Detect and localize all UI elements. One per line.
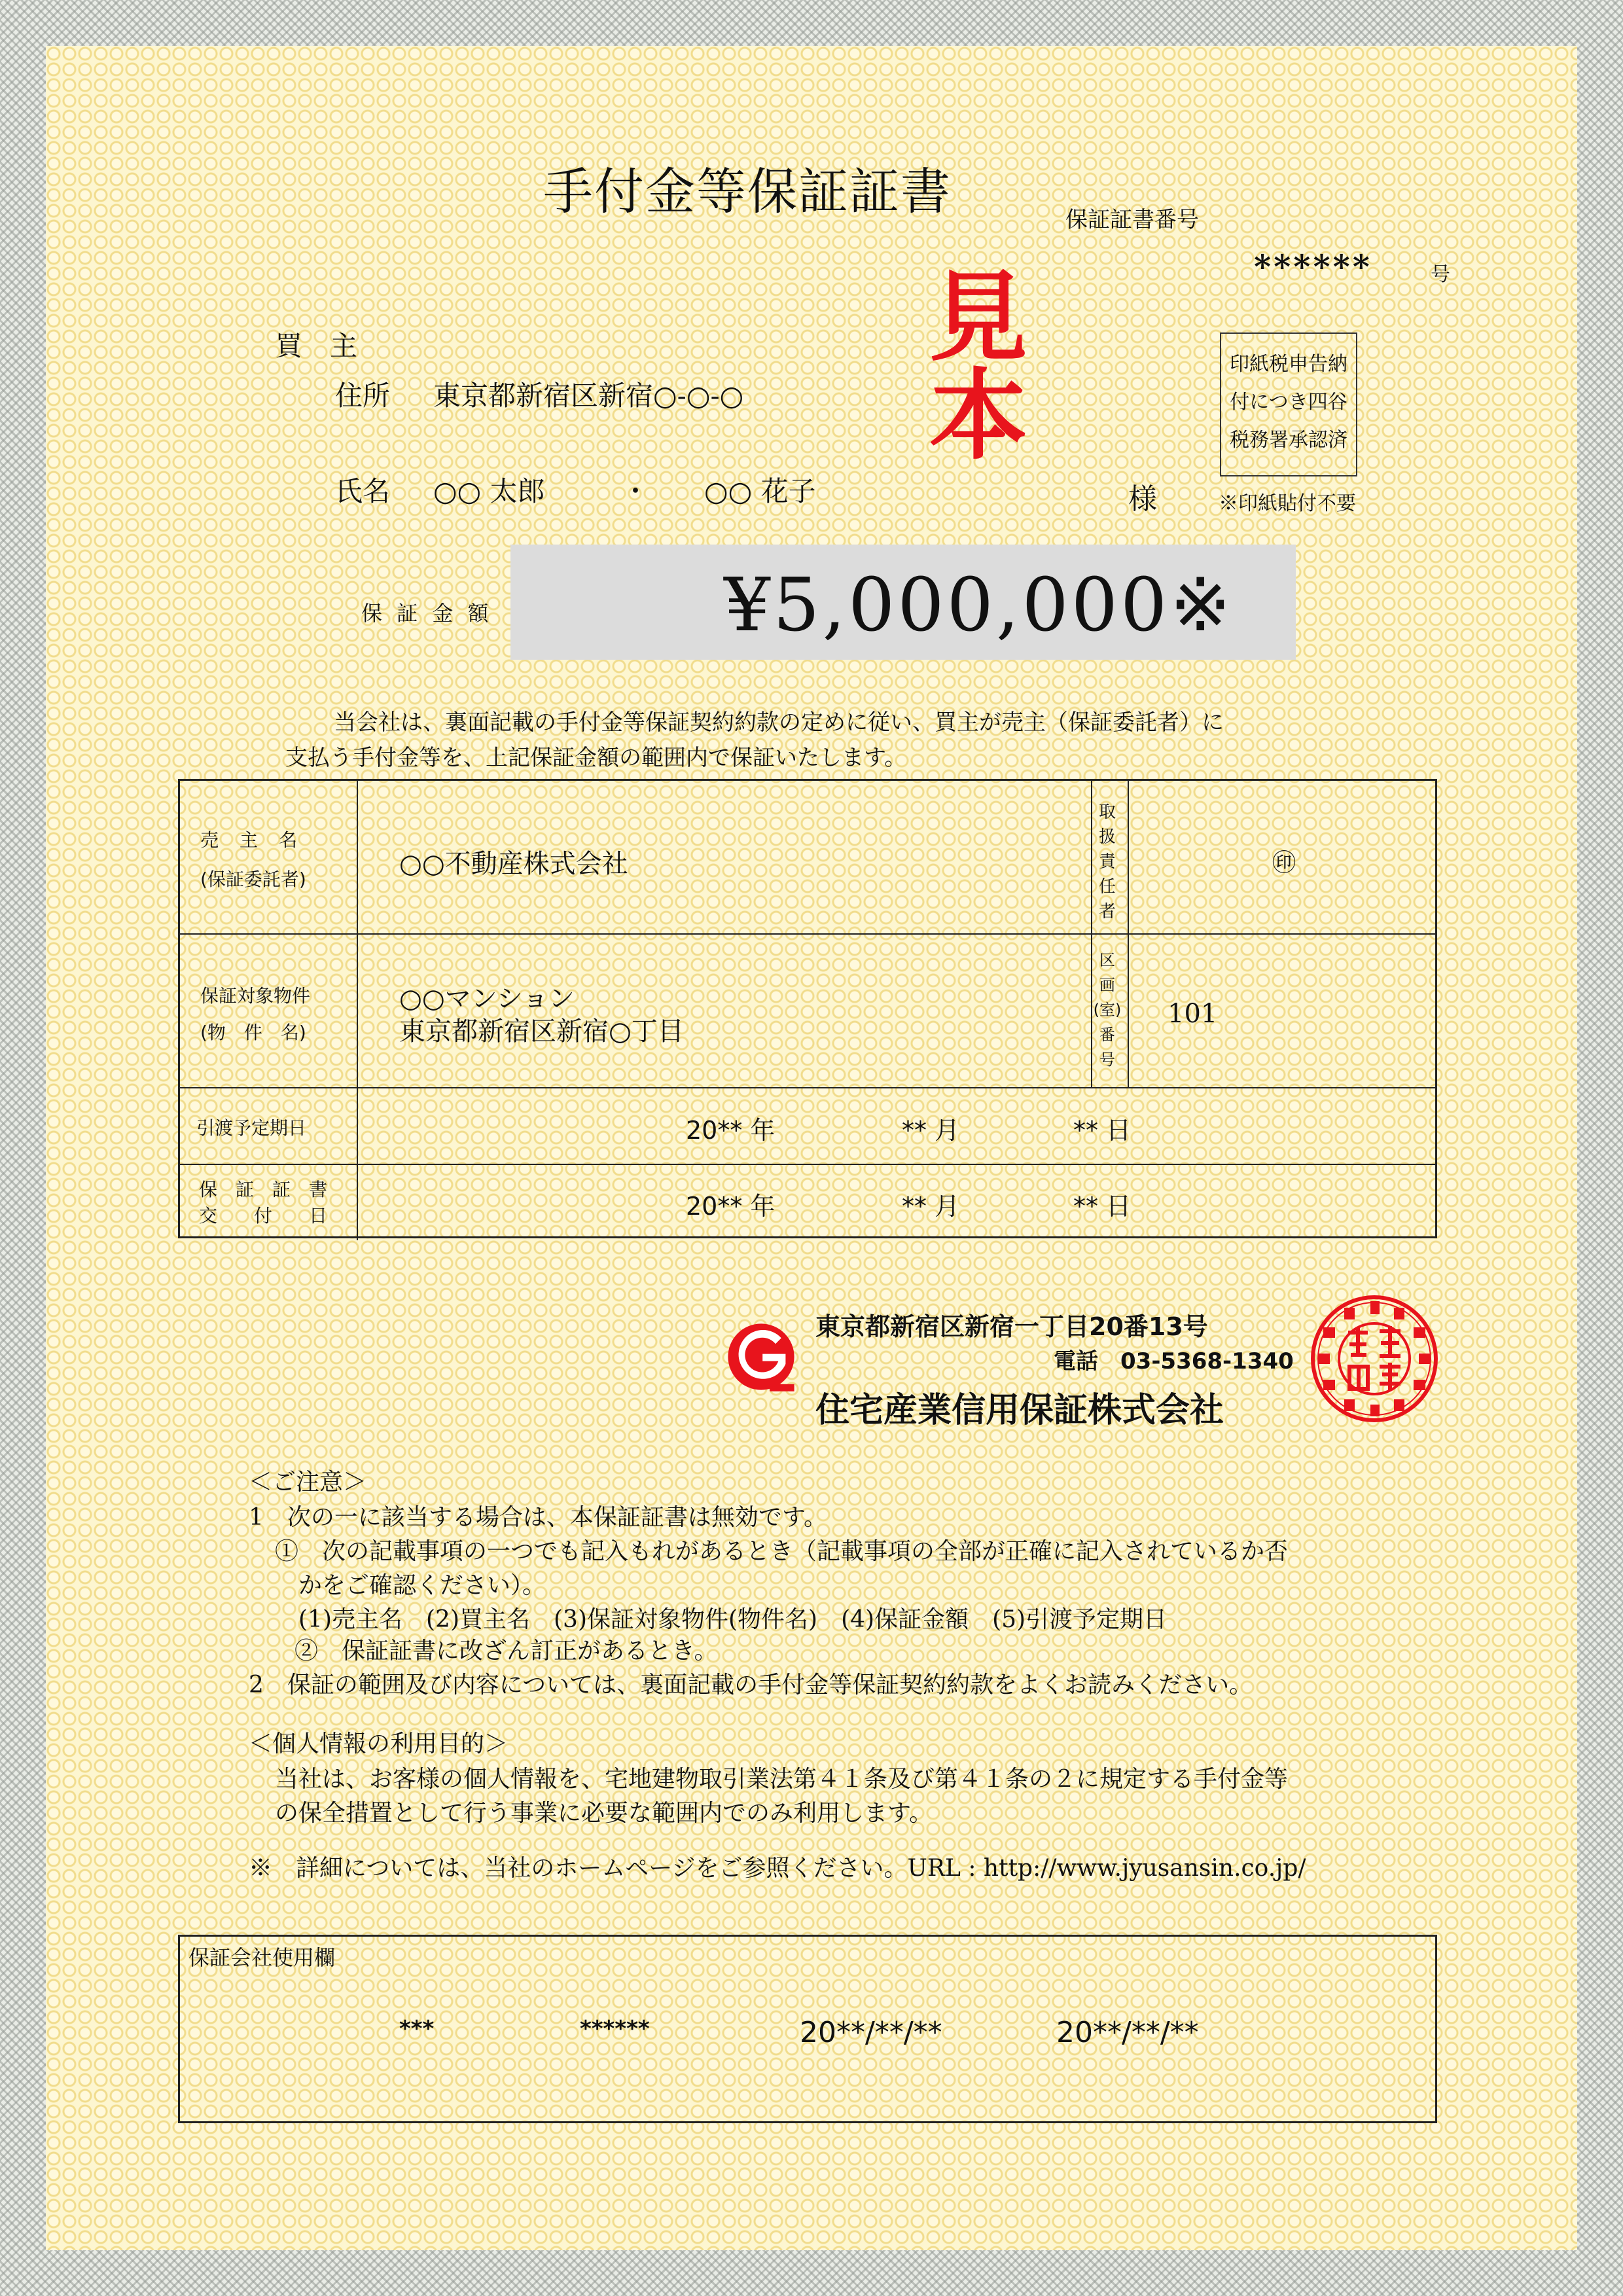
notes-item-1-2: ② 保証証書に改ざん訂正があるとき。 — [294, 1638, 718, 1664]
guarantee-amount-label: 保 証 金 額 — [361, 601, 493, 626]
usage-label: 保証会社使用欄 — [188, 1945, 336, 1970]
guarantee-amount-value: ¥5,000,000※ — [724, 563, 1234, 648]
certificate-number-label: 保証証書番号 — [1065, 207, 1199, 233]
notes-item-1: 1 次の一に該当する場合は、本保証証書は無効です。 — [249, 1504, 828, 1531]
delivery-month: ** 月 — [902, 1116, 960, 1145]
handler-label-char: 任 — [1098, 877, 1116, 897]
handler-label — [1097, 800, 1117, 924]
table-divider — [180, 1087, 1435, 1088]
certificate-number-suffix: 号 — [1431, 263, 1450, 286]
company-name: 住宅産業信用保証株式会社 — [815, 1391, 1224, 1430]
issue-label-line-1: 保 証 証 書 — [199, 1179, 328, 1200]
delivery-day: ** 日 — [1073, 1116, 1132, 1145]
property-sublabel: (物 件 名) — [200, 1022, 306, 1043]
company-logo-icon — [725, 1321, 797, 1393]
sample-watermark-text: 見本 — [929, 260, 1028, 473]
company-address: 東京都新宿区新宿一丁目20番13号 — [815, 1312, 1208, 1341]
notes-heading: ＜ご注意＞ — [249, 1469, 367, 1496]
unit-label-char: 号 — [1099, 1050, 1115, 1069]
usage-field-1: *** — [399, 2016, 435, 2042]
unit-label-char: 番 — [1099, 1026, 1115, 1044]
property-label: 保証対象物件 — [200, 985, 311, 1007]
delivery-label: 引渡予定期日 — [196, 1117, 307, 1139]
issue-label-line-2: 交 付 日 — [199, 1205, 328, 1227]
seller-label: 売 主 名 — [200, 829, 299, 851]
seller-sublabel: (保証委託者) — [200, 869, 306, 890]
buyer-name-2: ○○ 花子 — [704, 475, 816, 507]
statement-line-2: 支払う手付金等を、上記保証金額の範囲内で保証いたします。 — [285, 745, 907, 771]
unit-label-char: 画 — [1099, 976, 1115, 994]
usage-field-4: 20**/**/** — [1056, 2016, 1199, 2049]
issue-day: ** 日 — [1073, 1192, 1132, 1221]
handler-label-char: 責 — [1098, 852, 1116, 872]
notes-item-1-1b: かをご確認ください）。 — [298, 1572, 546, 1599]
handler-label-char: 者 — [1098, 902, 1116, 922]
table-divider — [180, 1164, 1435, 1165]
table-divider — [357, 781, 358, 1240]
notes-item-1-1c: (1)売主名 (2)買主名 (3)保証対象物件(物件名) (4)保証金額 (5)引渡予定期日 — [298, 1606, 1168, 1633]
privacy-heading: ＜個人情報の利用目的＞ — [249, 1731, 508, 1757]
notes-item-1-1a: ① 次の記載事項の一つでも記入もれがあるとき（記載事項の全部が正確に記入されているか否 — [275, 1538, 1289, 1565]
unit-label-char: (室) — [1093, 1001, 1122, 1019]
info-table — [178, 779, 1437, 1238]
usage-field-2: ****** — [580, 2016, 650, 2042]
table-divider — [1128, 781, 1129, 1087]
buyer-address-label: 住所 — [335, 380, 391, 412]
buyer-address: 東京都新宿区新宿○-○-○ — [433, 380, 744, 412]
unit-value: 101 — [1168, 999, 1218, 1029]
stamp-duty-line-1: 印紙税申告納 — [1230, 353, 1347, 376]
document-title: 手付金等保証証書 — [543, 162, 952, 221]
table-divider — [180, 933, 1435, 935]
statement-line-1: 当会社は、裏面記載の手付金等保証契約約款の定めに従い、買主が売主（保証委託者）に — [334, 709, 1224, 736]
privacy-line-1: 当社は、お客様の個人情報を、宅地建物取引業法第４１条及び第４１条の２に規定する手付金等 — [275, 1766, 1289, 1793]
buyer-name-1: ○○ 太郎 — [433, 475, 545, 507]
buyer-label: 買 主 — [275, 330, 358, 362]
buyer-name-label: 氏名 — [335, 475, 391, 507]
property-value-line-1: ○○マンション — [399, 984, 575, 1014]
detail-note: ※ 詳細については、当社のホームページをご参照ください。URL : http://www.jyusansin.co.jp/ — [249, 1855, 1306, 1882]
stamp-duty-box — [1220, 332, 1357, 476]
company-phone: 電話 03-5368-1340 — [1054, 1348, 1294, 1374]
privacy-line-2: の保全措置として行う事業に必要な範囲内でのみ利用します。 — [275, 1800, 933, 1827]
handler-seal-mark: ㊞ — [1272, 850, 1296, 876]
stamp-duty-line-2: 付につき四谷 — [1230, 391, 1347, 414]
delivery-year: 20** 年 — [686, 1116, 776, 1145]
buyer-honorific: 様 — [1128, 482, 1157, 516]
usage-field-3: 20**/**/** — [800, 2016, 942, 2049]
unit-label — [1091, 948, 1124, 1072]
unit-label-char: 区 — [1099, 951, 1115, 969]
certificate-number: ****** — [1254, 247, 1372, 286]
issue-month: ** 月 — [902, 1192, 960, 1221]
handler-label-char: 扱 — [1098, 827, 1116, 847]
seller-value: ○○不動産株式会社 — [399, 849, 628, 879]
handler-label-char: 取 — [1098, 802, 1116, 822]
property-value-line-2: 東京都新宿区新宿○丁目 — [399, 1016, 684, 1047]
stamp-duty-line-3: 税務署承認済 — [1230, 429, 1347, 452]
issue-year: 20** 年 — [686, 1192, 776, 1221]
sample-watermark — [929, 260, 1041, 473]
stamp-duty-note: ※印紙貼付不要 — [1219, 492, 1356, 515]
company-seal-icon — [1309, 1293, 1440, 1424]
buyer-name-separator: ・ — [622, 475, 650, 507]
notes-item-2: 2 保証の範囲及び内容については、裏面記載の手付金等保証契約約款をよくお読みください。 — [249, 1672, 1253, 1698]
